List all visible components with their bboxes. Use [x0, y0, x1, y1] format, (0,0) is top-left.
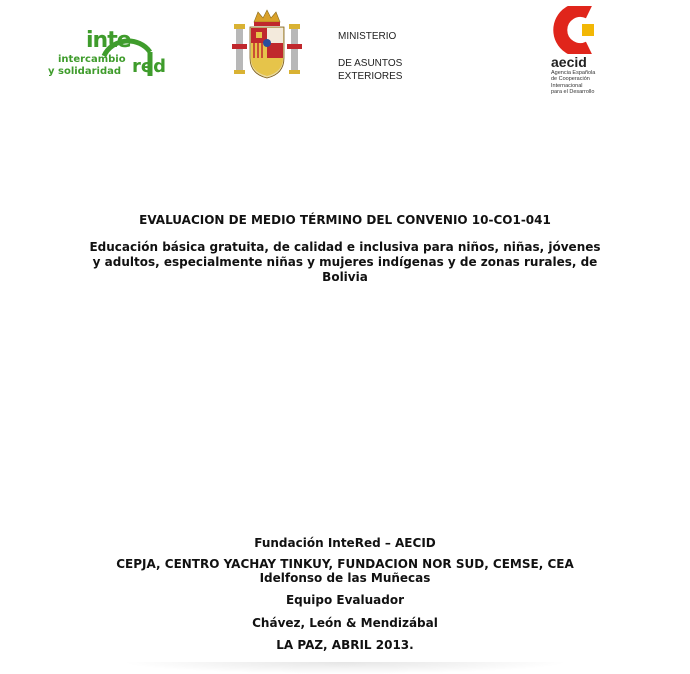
- ministry-line-2: DE ASUNTOS: [338, 58, 403, 69]
- aecid-sub-line-1: Agencia Española: [551, 70, 596, 76]
- subtitle-line-2: y adultos, especialmente niñas y mujeres indígenas y de zonas rurales, de: [92, 255, 598, 269]
- spain-coat-of-arms-icon: [232, 8, 302, 84]
- aecid-logo-subtitle: [551, 70, 595, 95]
- intered-logo-text-inte: inte: [86, 28, 131, 53]
- ministry-line-3: EXTERIORES: [338, 71, 403, 82]
- authors-line: Chávez, León & Mendizábal: [252, 616, 438, 630]
- aecid-logo-word: aecid: [551, 54, 587, 70]
- ministry-text: [338, 30, 402, 83]
- document-title: EVALUACION DE MEDIO TÉRMINO DEL CONVENIO 10-CO1-041: [139, 213, 551, 227]
- document-subtitle: [60, 240, 630, 285]
- intered-logo-text-red: red: [132, 56, 166, 77]
- partners-block: [60, 557, 630, 585]
- page-shadow: [120, 662, 570, 674]
- subtitle-line-1: Educación básica gratuita, de calidad e inclusiva para niños, niñas, jóvenes: [89, 240, 601, 254]
- ministry-line-1: MINISTERIO: [338, 31, 397, 42]
- equipo-evaluador: Equipo Evaluador: [285, 593, 405, 607]
- intered-logo-text-intercambio: intercambio: [58, 54, 126, 65]
- subtitle-line-3: Bolivia: [322, 270, 368, 284]
- aecid-sub-line-4: para el Desarrollo: [551, 88, 595, 95]
- intered-logo: [44, 26, 166, 84]
- aecid-c-icon: [549, 6, 609, 54]
- partners-line-1: CEPJA, CENTRO YACHAY TINKUY, FUNDACION NOR SUD, CEMSE, CEA: [116, 557, 574, 571]
- intered-logo-text-solidaridad: y solidaridad: [48, 66, 122, 77]
- aecid-sub-line-2: de Cooperación: [551, 76, 590, 83]
- partners-line-2: Idelfonso de las Muñecas: [259, 571, 431, 585]
- aecid-logo: [545, 6, 615, 96]
- fundacion-line: Fundación InteRed – AECID: [254, 536, 436, 550]
- date-line: LA PAZ, ABRIL 2013.: [276, 638, 414, 652]
- aecid-sub-line-3: Internacional: [551, 82, 583, 89]
